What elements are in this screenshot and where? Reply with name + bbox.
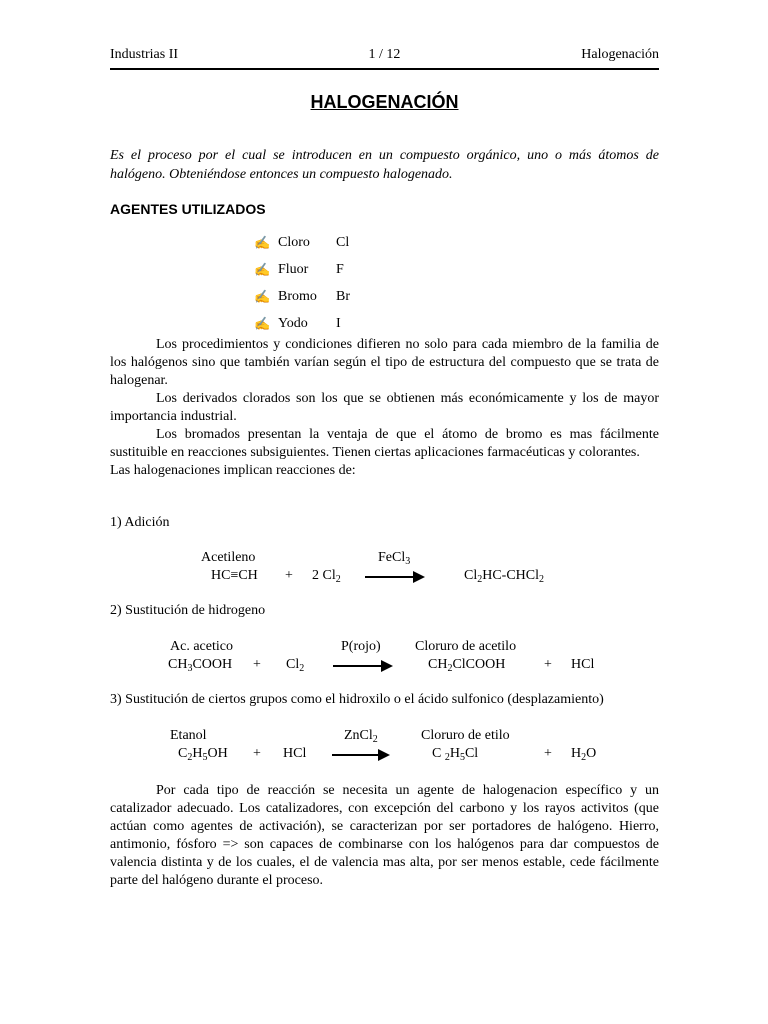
intro-paragraph: Es el proceso por el cual se introducen en un compuesto orgánico, uno o más átomos de halógeno. Obteniéndose entonces un compuesto halogenado. <box>110 148 659 182</box>
reaction-3-product-label: Cloruro de etilo <box>421 728 510 743</box>
list-item <box>254 229 350 256</box>
agents-heading: AGENTES UTILIZADOS <box>110 201 266 217</box>
list-item <box>254 310 350 337</box>
reaction-1-catalyst: FeCl$_3$ <box>378 550 411 567</box>
reaction-1-reactant-label: Acetileno <box>201 550 256 565</box>
reaction-3-reactant: $C_2H_5OH$ <box>178 746 228 763</box>
reaction-1-reagent: 2 $Cl_2$ <box>312 568 341 585</box>
reaction-3-arrow-icon <box>332 754 380 756</box>
reaction-3-plus-2: + <box>544 746 552 761</box>
reaction-2-heading: 2) Sustitución de hidrogeno <box>110 603 266 618</box>
paragraph-brominated: Los bromados presentan la ventaja de que el átomo de bromo es mas fácilmente sustituible en reacciones subsiguientes. Tienen ciertas aplicaciones farmacéuticas y colorantes. <box>110 427 659 460</box>
reaction-2-catalyst: P(rojo) <box>341 639 381 654</box>
reaction-2-arrow-icon <box>333 665 383 667</box>
agent-name: Fluor <box>278 261 309 277</box>
header-page-number: 1 / 12 <box>368 47 401 62</box>
reaction-3-reactant-label: Etanol <box>170 728 207 743</box>
list-item <box>254 283 350 310</box>
agent-name: Cloro <box>278 234 310 250</box>
paragraph-reactions-intro: Las halogenaciones implican reacciones de: <box>110 463 356 478</box>
body-text <box>110 336 659 480</box>
agent-symbol: I <box>336 315 341 331</box>
reaction-1-reactant: HC≡CH <box>211 568 258 583</box>
reaction-1-arrow-icon <box>365 576 415 578</box>
reaction-3-heading: 3) Sustitución de ciertos grupos como el hidroxilo o el ácido sulfonico (desplazamiento) <box>110 692 604 707</box>
list-item <box>254 256 350 283</box>
page-title: HALOGENACIÓN <box>310 92 459 112</box>
agent-symbol: Br <box>336 288 350 304</box>
writing-hand-icon: ✍ <box>254 315 271 331</box>
paragraph-procedures: Los procedimientos y condiciones difieren no solo para cada miembro de la familia de los halógenos sino que también varían según el tipo de estructura del compuesto que se trata de halogenar. <box>110 337 659 388</box>
reaction-3-byproduct: $H_2O$ <box>571 746 597 763</box>
reaction-1-product: $Cl_2HC-CHCl_2$ <box>464 568 545 585</box>
paragraph-chlorinated: Los derivados clorados son los que se obtienen más económicamente y los de mayor importancia industrial. <box>110 391 659 424</box>
reaction-3-product: C $_2H_5Cl$ <box>432 746 479 763</box>
agent-name: Yodo <box>278 315 308 331</box>
reaction-1-plus: + <box>285 568 293 583</box>
closing-paragraph: Por cada tipo de reacción se necesita un agente de halogenacion específico y un catalizador adecuado. Los catalizadores, con excepción del carbono y los rayos activitos (que actúan como agentes de activación), se caracterizan por ser portadores de halógeno. Hierro, antimonio, fósforo => son capaces de combinarse con los halógenos para dar compuestos de valencia distinta y de los cuales, el de valencia mas alta, por ser menos estable, cede fácilmente parte del halógeno durante el proceso. <box>110 783 659 888</box>
reaction-2-plus: + <box>253 657 261 672</box>
reaction-3-plus: + <box>253 746 261 761</box>
writing-hand-icon: ✍ <box>254 234 271 250</box>
reaction-1-heading: 1) Adición <box>110 515 170 530</box>
reaction-2-reactant: $CH_3COOH$ <box>168 657 233 674</box>
reaction-2-reagent: $Cl_2$ <box>286 657 305 674</box>
writing-hand-icon: ✍ <box>254 288 271 304</box>
header-course: Industrias II <box>110 47 179 62</box>
agents-list <box>254 229 350 337</box>
reaction-3-catalyst: ZnCl$_2$ <box>344 728 378 745</box>
writing-hand-icon: ✍ <box>254 261 271 277</box>
reaction-3-reagent: HCl <box>283 746 307 761</box>
page-header <box>110 46 659 70</box>
agent-symbol: F <box>336 261 344 277</box>
reaction-2-plus-2: + <box>544 657 552 672</box>
agent-name: Bromo <box>278 288 317 304</box>
reaction-2-product-label: Cloruro de acetilo <box>415 639 517 654</box>
header-topic: Halogenación <box>581 47 659 62</box>
reaction-2-reactant-label: Ac. acetico <box>170 639 233 654</box>
reaction-2-product: $CH_2ClCOOH$ <box>428 657 506 674</box>
reaction-2-byproduct: HCl <box>571 657 595 672</box>
agent-symbol: Cl <box>336 234 350 250</box>
